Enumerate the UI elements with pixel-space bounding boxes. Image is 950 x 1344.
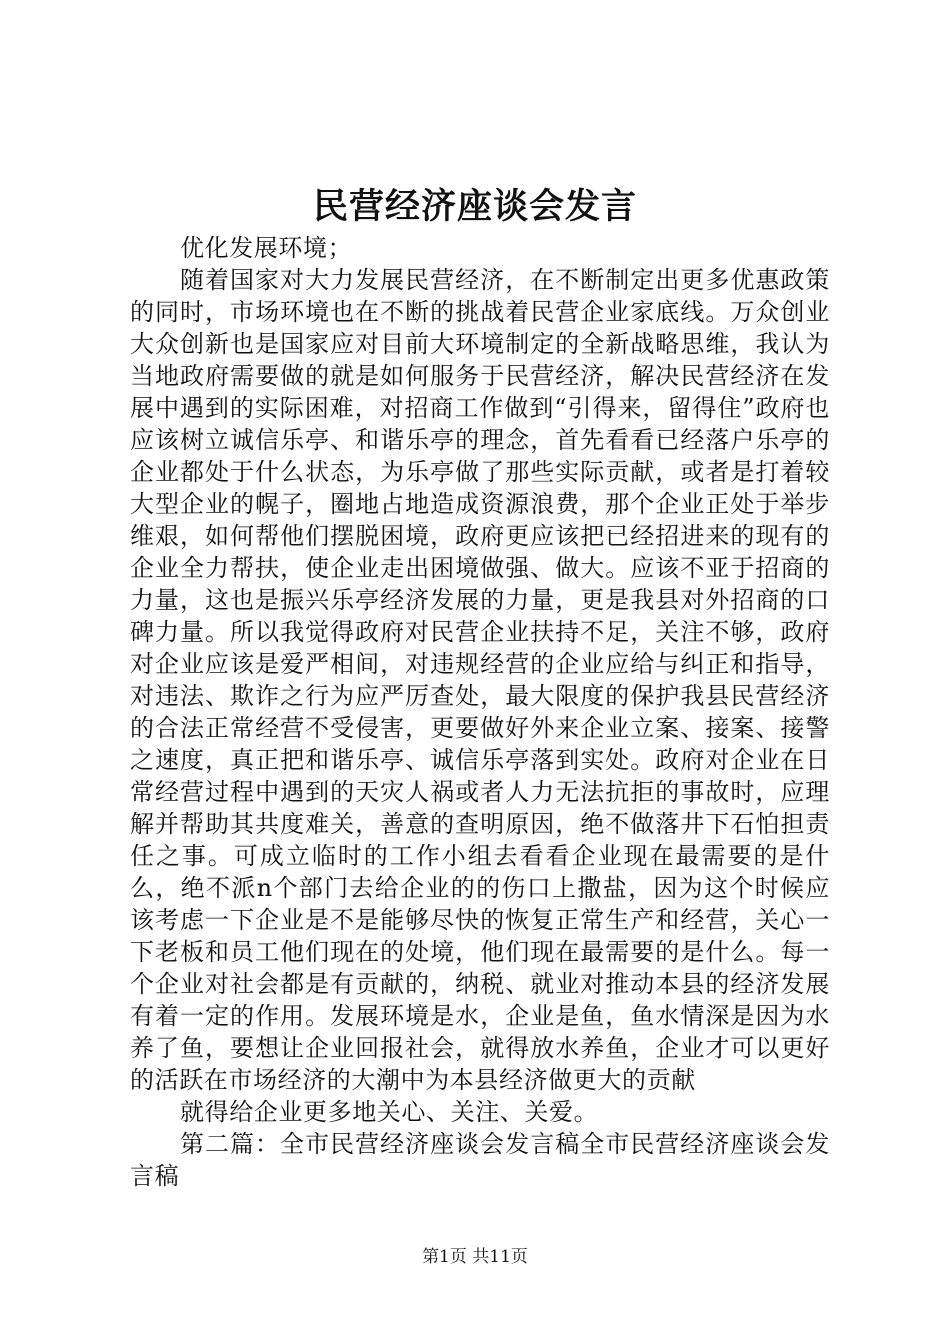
- paragraph-heading: 优化发展环境；: [180, 234, 353, 262]
- paragraph-closing: 就得给企业更多地关心、关注、关爱。: [180, 1098, 599, 1126]
- document-title: 民营经济座谈会发言: [312, 186, 637, 227]
- paragraph-second-article: 第二篇：全市民营经济座谈会发言稿全市民营经济座谈会发言稿: [130, 1130, 830, 1190]
- paragraph-main: 随着国家对大力发展民营经济，在不断制定出更多优惠政策的同时，市场环境也在不断的挑战着民营企业家底线。万众创业大众创新也是国家应对目前大环境制定的全新战略思维，我认为当地政府需要做的就是如何服务于民营经济，解决民营经济在发展中遇到的实际困难，对招商工作做到“引得来，留得住”政府也应该树立诚信乐亭、和谐乐亭的理念，首先看看已经落户乐亭的企业都处于什么状态，为乐亭做了那些实际贡献，或者是打着较大型企业的幌子，圈地占地造成资源浪费，那个企业正处于举步维艰，如何帮他们摆脱困境，政府更应该把已经招进来的现有的企业全力帮扶，使企业走出困境做强、做大。应该不亚于招商的力量，这也是振兴乐亭经济发展的力量，更是我县对外招商的口碑力量。所以我觉得政府对民营企业扶持不足，关注不够，政府对企业应该是爱严相间，对违规经营的企业应给与纠正和指导，对违法、欺诈之行为应严厉查处，最大限度的保护我县民营经济的合法正常经营不受侵害，更要做好外来企业立案、接案、接警之速度，真正把和谐乐亭、诚信乐亭落到实处。政府对企业在日常经营过程中遇到的天灾人祸或者人力无法抗拒的事故时，应理解并帮助其共度难关，善意的查明原因，绝不做落井下石怕担责任之事。可成立临时的工作小组去看看企业现在最需要的是什么，绝不派n个部门去给企业的的伤口上撒盐，因为这个时候应该考虑一下企业是不是能够尽快的恢复正常生产和经营，关心一下老板和员工他们现在的处境，他们现在最需要的是什么。每一个企业对社会都是有贡献的，纳税、就业对推动本县的经济发展有着一定的作用。发展环境是水，企业是鱼，鱼水情深是因为水养了鱼，要想让企业回报社会，就得放水养鱼，企业才可以更好的活跃在市场经济的大潮中为本县经济做更大的贡献: [130, 266, 830, 1094]
- page-footer: 第1页 共11页: [422, 1247, 528, 1267]
- document-body: [130, 232, 830, 1192]
